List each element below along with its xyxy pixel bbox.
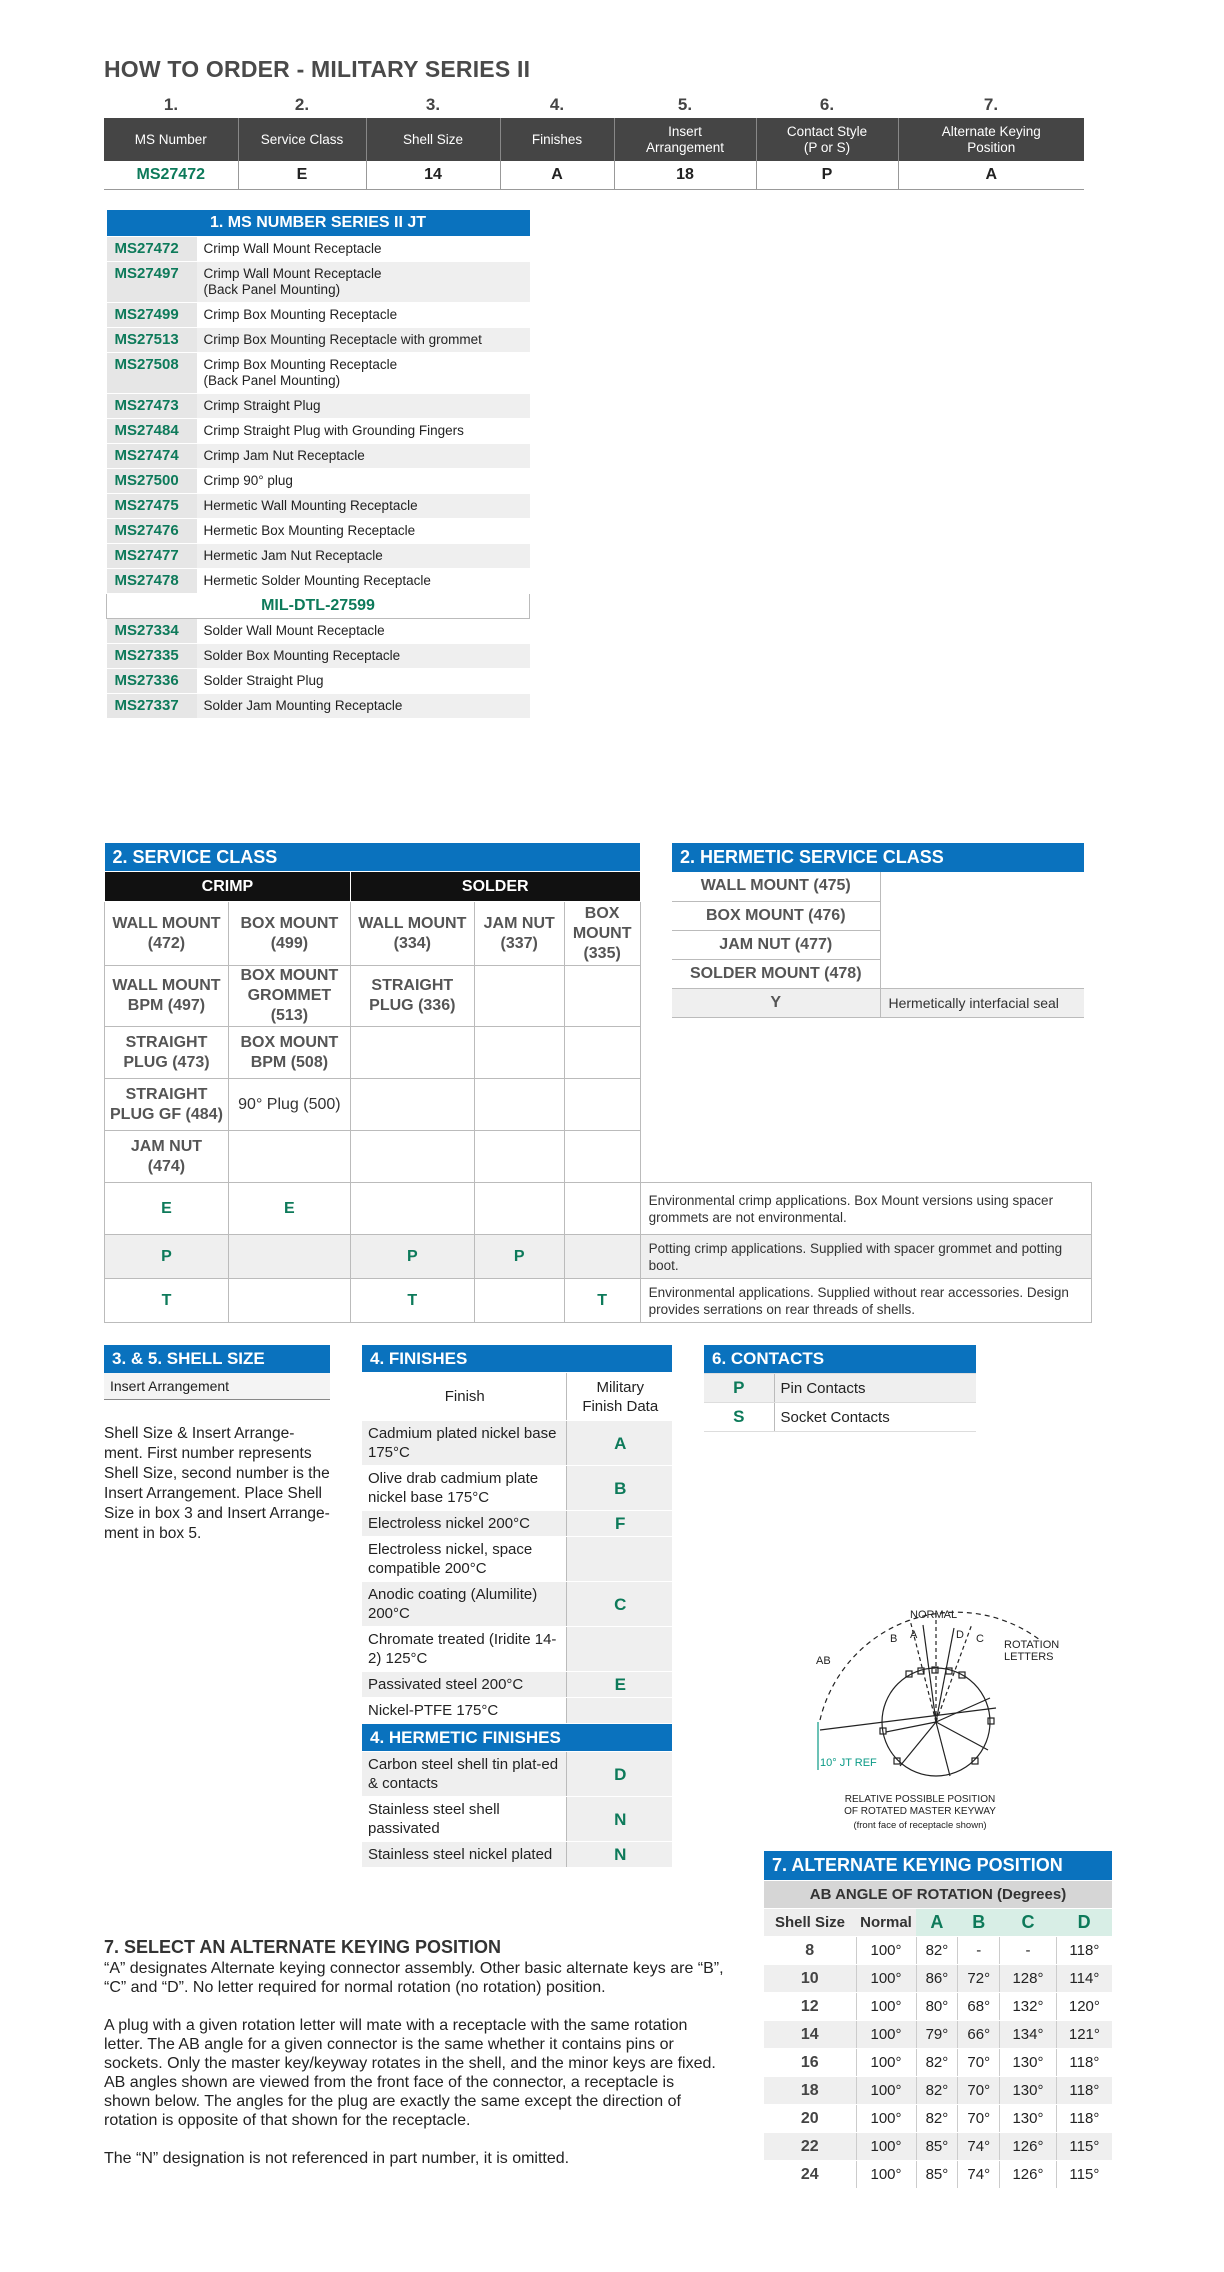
col-number: 1. (163, 95, 179, 114)
ms-desc: Crimp Jam Nut Receptacle (197, 444, 530, 469)
ms-desc: Hermetic Jam Nut Receptacle (197, 544, 530, 569)
svc-letter: T (350, 1279, 474, 1323)
ms-code: MS27472 (107, 237, 197, 262)
keying-row (764, 2133, 1112, 2161)
finish-code: N (566, 1842, 672, 1868)
keying-cell: 82° (916, 2049, 958, 2077)
hermetic-item: BOX MOUNT (476) (672, 901, 880, 930)
keying-col-header: Shell Size (764, 1909, 856, 1937)
finish-code (566, 1537, 672, 1582)
hermetic-desc: Hermetically interfacial seal (880, 988, 1084, 1017)
keying-cell: 20 (764, 2105, 856, 2133)
shell-size-box (104, 1345, 330, 1400)
letter-c: C (976, 1633, 984, 1645)
keying-cell: 18 (764, 2077, 856, 2105)
svc-cell: BOX MOUNT (499) (228, 902, 350, 966)
shell-size-text: Shell Size & Insert Arrange-ment. First number represents Shell Size, second number is the Insert Arrangement. Place Shell Size in box 3 and Insert Arrange-ment in box 5. (104, 1425, 330, 1542)
svc-cell: WALL MOUNT BPM (497) (105, 966, 229, 1027)
keying-cell: 114° (1056, 1965, 1112, 1993)
keying-cell: 14 (764, 2021, 856, 2049)
select-keying-title: 7. SELECT AN ALTERNATE KEYING POSITION (104, 1937, 502, 1957)
keying-cell: 72° (958, 1965, 1000, 1993)
ms-desc: Solder Jam Mounting Receptacle (197, 694, 530, 719)
col-number: 3. (425, 95, 441, 114)
ms-desc: Solder Box Mounting Receptacle (197, 644, 530, 669)
keying-cell: 80° (916, 1993, 958, 2021)
svc-cell: STRAIGHT PLUG (336) (350, 966, 474, 1027)
select-keying-p2: A plug with a given rotation letter will mate with a receptacle with the same rotation letter. The AB angle for a given connector is the same whether it contains pins or sockets. Only the master key/keyway rotates in the shell, and the minor keys are fixed. (104, 2017, 716, 2072)
keying-cell: 85° (916, 2161, 958, 2189)
ab-label: AB (816, 1655, 831, 1667)
reference-line (820, 1708, 996, 1730)
ms-code: MS27508 (107, 353, 197, 394)
shell-size-subtitle: Insert Arrangement (104, 1373, 330, 1400)
finish-code (566, 1698, 672, 1724)
select-keying-text (104, 1938, 724, 2168)
ms-code: MS27477 (107, 544, 197, 569)
key-line (936, 1624, 972, 1722)
keying-cell: 8 (764, 1937, 856, 1965)
ms-code: MS27475 (107, 494, 197, 519)
keying-cell: 68° (958, 1993, 1000, 2021)
keying-row (764, 1937, 1112, 1965)
keying-title: 7. ALTERNATE KEYING POSITION (764, 1851, 1112, 1881)
normal-label: NORMAL (910, 1609, 958, 1621)
finish-code: A (566, 1421, 672, 1466)
select-keying-p4: The “N” designation is not referenced in part number, it is omitted. (104, 2150, 570, 2167)
solder-header: SOLDER (350, 872, 640, 902)
keying-cell: 85° (916, 2133, 958, 2161)
col-value: A (898, 161, 1084, 189)
ms-desc: Solder Wall Mount Receptacle (197, 619, 530, 644)
col-value: 18 (614, 161, 756, 189)
col-header: Insert Arrangement (614, 118, 756, 161)
keying-cell: 121° (1056, 2021, 1112, 2049)
ms-code: MS27500 (107, 469, 197, 494)
jt-ref-label: 10° JT REF (820, 1757, 877, 1769)
svc-cell: BOX MOUNT (335) (564, 902, 640, 966)
col-value: A (500, 161, 614, 189)
hermetic-item: SOLDER MOUNT (478) (672, 959, 880, 988)
col-value: E (238, 161, 366, 189)
finish-name: Cadmium plated nickel base 175°C (362, 1421, 566, 1466)
ms-desc: Crimp Wall Mount Receptacle (197, 237, 530, 262)
keying-cell: 24 (764, 2161, 856, 2189)
keying-cell: 70° (958, 2049, 1000, 2077)
keying-cell: 128° (1000, 1965, 1057, 1993)
keying-col-header: D (1056, 1909, 1112, 1937)
keying-cell: 10 (764, 1965, 856, 1993)
letter-d: D (956, 1629, 964, 1641)
keying-cell: 130° (1000, 2105, 1057, 2133)
ms-code: MS27497 (107, 262, 197, 303)
ms-code: MS27513 (107, 328, 197, 353)
ms-desc: Crimp Box Mounting Receptacle (Back Panel Mounting) (197, 353, 530, 394)
ms-code: MS27473 (107, 394, 197, 419)
finish-name: Carbon steel shell tin plat-ed & contacts (362, 1752, 566, 1797)
col-value: P (756, 161, 898, 189)
finish-name: Electroless nickel 200°C (362, 1511, 566, 1537)
hermetic-service-title: 2. HERMETIC SERVICE CLASS (672, 843, 1084, 872)
finish-code: D (566, 1752, 672, 1797)
select-keying-p3: AB angles shown are viewed from the front face of the connector, a receptacle is shown below. The angles for the plug are exactly the same except the direction of rotation is opposite of that shown for the receptacle. (104, 2074, 681, 2129)
keying-cell: 100° (856, 2021, 916, 2049)
finish-col-header: Finish (362, 1373, 566, 1421)
finish-name: Stainless steel nickel plated (362, 1842, 566, 1868)
finish-code: F (566, 1511, 672, 1537)
ms-sub-title: MIL-DTL-27599 (107, 594, 530, 619)
col-header: Contact Style (P or S) (756, 118, 898, 161)
col-number: 2. (294, 95, 310, 114)
keying-cell: 100° (856, 1965, 916, 1993)
diagram-caption-sub: (front face of receptacle shown) (853, 1820, 987, 1831)
ms-code: MS27478 (107, 569, 197, 594)
svc-desc: Environmental applications. Supplied without rear accessories. Design provides serrations on rear threads of shells. (640, 1279, 1091, 1323)
key-line (936, 1628, 954, 1722)
hermetic-code: Y (672, 988, 880, 1017)
keying-cell: 118° (1056, 2077, 1112, 2105)
col-header: Finishes (500, 118, 614, 161)
keying-cell: 86° (916, 1965, 958, 1993)
ms-code: MS27499 (107, 303, 197, 328)
keying-cell: 70° (958, 2105, 1000, 2133)
finish-name: Chromate treated (Iridite 14-2) 125°C (362, 1627, 566, 1672)
ms-table-title: 1. MS NUMBER SERIES II JT (107, 210, 530, 237)
keying-cell: 115° (1056, 2133, 1112, 2161)
finish-name: Electroless nickel, space compatible 200°C (362, 1537, 566, 1582)
keying-col-header: A (916, 1909, 958, 1937)
svc-cell: JAM NUT (474) (105, 1131, 229, 1183)
svc-letter: E (228, 1183, 350, 1235)
letter-b: B (890, 1633, 898, 1645)
order-table (104, 92, 1084, 190)
svc-desc: Environmental crimp applications. Box Mount versions using spacer grommets are not environmental. (640, 1183, 1091, 1235)
svc-letter: E (105, 1183, 229, 1235)
ms-code: MS27484 (107, 419, 197, 444)
keying-cell: 134° (1000, 2021, 1057, 2049)
keying-col-header: C (1000, 1909, 1057, 1937)
svc-letter: P (105, 1235, 229, 1279)
col-header: Alternate Keying Position (898, 118, 1084, 161)
keying-cell: 74° (958, 2161, 1000, 2189)
keying-row (764, 1965, 1112, 1993)
key-square (988, 1718, 994, 1724)
finishes-title: 4. FINISHES (362, 1345, 672, 1373)
svc-letter: T (105, 1279, 229, 1323)
contact-code: S (704, 1403, 774, 1432)
keying-cell: 132° (1000, 1993, 1057, 2021)
col-number: 6. (819, 95, 835, 114)
keying-cell: 100° (856, 1993, 916, 2021)
svc-letter: P (350, 1235, 474, 1279)
finish-code: N (566, 1797, 672, 1842)
finish-code: C (566, 1582, 672, 1627)
ms-number-table (106, 210, 530, 719)
svc-cell: BOX MOUNT BPM (508) (228, 1027, 350, 1079)
hermetic-item: JAM NUT (477) (672, 930, 880, 959)
col-number: 5. (677, 95, 693, 114)
key-line (936, 1722, 988, 1750)
keying-row (764, 2161, 1112, 2189)
ms-code: MS27337 (107, 694, 197, 719)
shell-size-title: 3. & 5. SHELL SIZE (104, 1345, 330, 1373)
svc-letter: P (474, 1235, 564, 1279)
keying-table (764, 1851, 1112, 2189)
keying-cell: 12 (764, 1993, 856, 2021)
svc-letter: T (564, 1279, 640, 1323)
finish-name: Nickel-PTFE 175°C (362, 1698, 566, 1724)
ms-code: MS27334 (107, 619, 197, 644)
crimp-header: CRIMP (105, 872, 351, 902)
keying-cell: 120° (1056, 1993, 1112, 2021)
keying-cell: 100° (856, 1937, 916, 1965)
keying-cell: 100° (856, 2133, 916, 2161)
ms-desc: Crimp Box Mounting Receptacle (197, 303, 530, 328)
ms-code: MS27474 (107, 444, 197, 469)
svc-cell: BOX MOUNT GROMMET (513) (228, 966, 350, 1027)
keying-row (764, 2049, 1112, 2077)
col-number: 7. (983, 95, 999, 114)
ms-code: MS27335 (107, 644, 197, 669)
ms-desc: Crimp Straight Plug with Grounding Fingers (197, 419, 530, 444)
svc-cell: JAM NUT (337) (474, 902, 564, 966)
contact-desc: Socket Contacts (774, 1403, 976, 1432)
keying-row (764, 2077, 1112, 2105)
svc-cell: WALL MOUNT (334) (350, 902, 474, 966)
key-line (936, 1722, 950, 1776)
ms-desc: Hermetic Wall Mounting Receptacle (197, 494, 530, 519)
keying-cell: 118° (1056, 2049, 1112, 2077)
keying-cell: 66° (958, 2021, 1000, 2049)
finish-name: Olive drab cadmium plate nickel base 175°C (362, 1466, 566, 1511)
svc-cell: WALL MOUNT (472) (105, 902, 229, 966)
contacts-table (704, 1345, 976, 1432)
col-value: MS27472 (104, 161, 238, 189)
ms-desc: Crimp 90° plug (197, 469, 530, 494)
ms-desc: Crimp Wall Mount Receptacle (Back Panel Mounting) (197, 262, 530, 303)
diagram-caption: RELATIVE POSSIBLE POSITION OF ROTATED MASTER KEYWAY (844, 1794, 996, 1817)
keying-cell: 130° (1000, 2049, 1057, 2077)
service-class-title: 2. SERVICE CLASS (105, 843, 641, 872)
contacts-title: 6. CONTACTS (704, 1345, 976, 1374)
keyway-diagram (760, 1580, 1080, 1840)
keying-cell: 100° (856, 2049, 916, 2077)
keying-subtitle: AB ANGLE OF ROTATION (Degrees) (764, 1881, 1112, 1909)
keying-cell: 70° (958, 2077, 1000, 2105)
keying-col-header: Normal (856, 1909, 916, 1937)
keying-cell: - (958, 1937, 1000, 1965)
keying-cell: 115° (1056, 2161, 1112, 2189)
contact-desc: Pin Contacts (774, 1374, 976, 1403)
ab-angle-arc (820, 1612, 1040, 1720)
finish-name: Passivated steel 200°C (362, 1672, 566, 1698)
col-number: 4. (549, 95, 565, 114)
svc-desc: Potting crimp applications. Supplied with spacer grommet and potting boot. (640, 1235, 1091, 1279)
keying-cell: 126° (1000, 2133, 1057, 2161)
ms-desc: Crimp Box Mounting Receptacle with grommet (197, 328, 530, 353)
keying-row (764, 1993, 1112, 2021)
keying-cell: - (1000, 1937, 1057, 1965)
keying-cell: 74° (958, 2133, 1000, 2161)
keying-cell: 126° (1000, 2161, 1057, 2189)
ms-desc: Hermetic Solder Mounting Receptacle (197, 569, 530, 594)
keying-row (764, 2021, 1112, 2049)
finish-code: B (566, 1466, 672, 1511)
svc-cell: STRAIGHT PLUG GF (484) (105, 1079, 229, 1131)
keying-cell: 100° (856, 2077, 916, 2105)
keying-cell: 16 (764, 2049, 856, 2077)
ms-desc: Solder Straight Plug (197, 669, 530, 694)
ms-desc: Hermetic Box Mounting Receptacle (197, 519, 530, 544)
finishes-table (362, 1345, 672, 1868)
keying-col-header: B (958, 1909, 1000, 1937)
hermetic-finishes-title: 4. HERMETIC FINISHES (362, 1724, 672, 1752)
ms-code: MS27476 (107, 519, 197, 544)
finish-col-header: Military Finish Data (566, 1373, 672, 1421)
finish-name: Anodic coating (Alumilite) 200°C (362, 1582, 566, 1627)
letter-a: A (910, 1629, 918, 1641)
hermetic-item: WALL MOUNT (475) (672, 872, 880, 901)
col-value: 14 (366, 161, 500, 189)
finish-name: Stainless steel shell passivated (362, 1797, 566, 1842)
keying-cell: 130° (1000, 2077, 1057, 2105)
svc-cell: 90° Plug (500) (228, 1079, 350, 1131)
col-header: Shell Size (366, 118, 500, 161)
col-header: MS Number (104, 118, 238, 161)
keying-cell: 100° (856, 2161, 916, 2189)
keying-cell: 82° (916, 2077, 958, 2105)
keying-cell: 118° (1056, 2105, 1112, 2133)
finish-code: E (566, 1672, 672, 1698)
keying-cell: 118° (1056, 1937, 1112, 1965)
ms-code: MS27336 (107, 669, 197, 694)
keying-cell: 82° (916, 1937, 958, 1965)
ms-desc: Crimp Straight Plug (197, 394, 530, 419)
contact-code: P (704, 1374, 774, 1403)
hermetic-service-table (672, 843, 1084, 1018)
keying-row (764, 2105, 1112, 2133)
page-title: HOW TO ORDER - MILITARY SERIES II (104, 56, 531, 82)
keying-cell: 79° (916, 2021, 958, 2049)
keying-cell: 100° (856, 2105, 916, 2133)
svc-cell: STRAIGHT PLUG (473) (105, 1027, 229, 1079)
rotation-letters-label: ROTATION LETTERS (1004, 1639, 1060, 1663)
keying-cell: 82° (916, 2105, 958, 2133)
col-header: Service Class (238, 118, 366, 161)
finish-code (566, 1627, 672, 1672)
keying-cell: 22 (764, 2133, 856, 2161)
select-keying-p1: “A” designates Alternate keying connector assembly. Other basic alternate keys are “B”, “C” and “D”. No letter required for normal rotation (no rotation) position. (104, 1960, 724, 1996)
